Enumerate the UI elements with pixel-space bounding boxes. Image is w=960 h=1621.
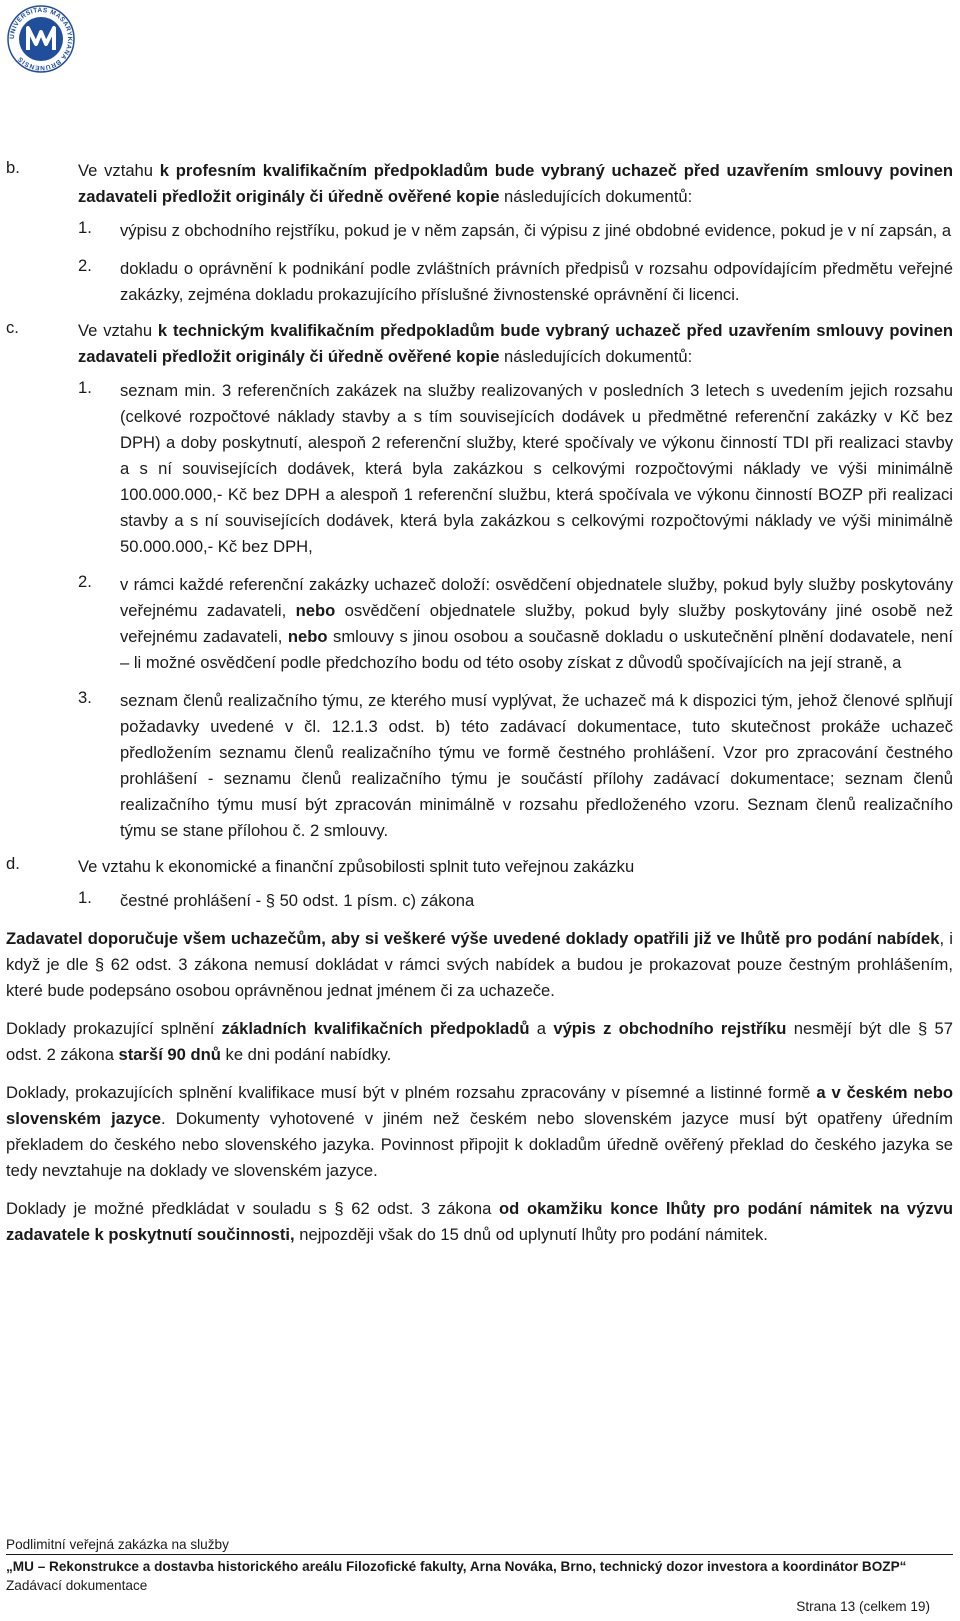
list-item [6,572,953,676]
text-run: ke dni podání nabídky. [220,1045,392,1064]
section-intro [78,854,953,880]
list-item-number: 1. [78,888,92,907]
footer-contract-type: Podlimitní veřejná zakázka na služby [6,1537,229,1552]
text-run: osvědčení objednatele služby, pokud byly služby poskytovány jiné osobě než veřejnému zadavateli, [120,601,953,646]
list-item-number: 2. [78,256,92,275]
list-item-text [120,378,953,560]
list-item-text [120,572,953,676]
section-intro [78,318,953,370]
section-intro [78,158,953,210]
list-item-text [120,256,953,308]
paragraph-text [6,1196,953,1248]
text-run: , i když je dle § 62 odst. 3 zákona nemusí dokládat v rámci svých nabídek a budou je prokazovat pouze čestným prohlášením, které bude podepsáno osobou oprávněnou jednat jménem či za uchazeče. [6,929,953,1000]
text-run: čestné prohlášení - § 50 odst. 1 písm. c) zákona [120,891,475,910]
document-body [6,158,953,1248]
text-run: nesmějí být dle § 57 odst. 2 zákona [6,1019,953,1064]
university-logo [6,4,76,74]
list-item-number: 3. [78,688,92,707]
list-item-text [120,688,953,844]
list-item [6,888,953,914]
paragraph-text [6,926,953,1004]
list-item-text [120,218,953,244]
logo-ring-text: UNIVERSITAS MASARYKIANA BRUNENSIS [8,6,74,72]
bold-text: od okamžiku konce lhůty pro podání námitek na výzvu zadavatele k poskytnutí součinnosti, [6,1199,953,1244]
text-run: Doklady je možné předkládat v souladu s § 62 odst. 3 zákona [6,1199,500,1218]
text-run: . Dokumenty vyhotovené v jiném než českém nebo slovenském jazyce musí být opatřeny úředním překladem do českého nebo slovenského jazyka. Povinnost připojit k dokladům úředně ověřený překlad do českého jazyka se tedy nevztahuje na doklady ve slovenském jazyce. [6,1109,953,1180]
text-run: Ve vztahu k ekonomické a finanční způsobilosti splnit tuto veřejnou zakázku [78,857,635,876]
text-run: Ve vztahu [78,161,160,180]
paragraph-text [6,1016,953,1068]
bold-text: a v českém nebo slovenském jazyce [6,1083,953,1128]
list-item [6,218,953,244]
text-run: nejpozději však do 15 dnů od uplynutí lhůty pro podání námitek. [294,1225,768,1244]
body-paragraph [6,926,953,1004]
text-run: následujících dokumentů: [499,187,693,206]
footer-document-type: Zadávací dokumentace [6,1578,148,1593]
text-run: seznam min. 3 referenčních zakázek na služby realizovaných v posledních 3 letech s uvedením jejich rozsahu (celkové rozpočtové náklady stavby a s tím souvisejících dodávek u předmětné referenční zakázky v Kč bez DPH) a doby poskytnutí, alespoň 2 referenční služby, které spočívaly ve výkonu činností TDI při realizaci stavby a s ní souvisejících dodávek, která byla zakázkou s celkovými rozpočtovými náklady ve výši minimálně 100.000.000,- Kč bez DPH a alespoň 1 referenční službu, která spočívala ve výkonu činností BOZP při realizaci stavby a s ní souvisejících dodávek, která byla zakázkou s celkovými rozpočtovými náklady ve výši minimálně 50.000.000,- Kč bez DPH, [120,381,953,556]
text-run: v rámci každé referenční zakázky uchazeč doloží: osvědčení objednatele služby, pokud byly služby poskytovány veřejnému zadavateli, [120,575,953,620]
footer-project-title: „MU – Rekonstrukce a dostavba historického areálu Filozofické fakulty, Arna Nováka, Brno, technický dozor investora a koordinátor BOZP“ [6,1559,907,1574]
section-label: c. [6,318,19,337]
page-number: Strana 13 (celkem 19) [796,1599,930,1614]
numbered-list [78,218,953,308]
section-label: b. [6,158,20,177]
text-run: a [529,1019,554,1038]
numbered-list [78,888,953,914]
footer-divider [6,1554,953,1555]
section-d [6,854,953,914]
bold-text: k profesním kvalifikačním předpokladům bude vybraný uchazeč před uzavřením smlouvy povinen zadavateli předložit originály či úředně ověřené kopie [78,161,953,206]
page-footer [6,1535,953,1595]
text-run: seznam členů realizačního týmu, ze kterého musí vyplývat, že uchazeč má k dispozici tým, jehož členové splňují požadavky uvedené v čl. 12.1.3 odst. b) této zadávací dokumentace, tuto skutečnost prokáže uchazeč předložením seznamu členů realizačního týmu ve formě čestného prohlášení. Vzor pro zpracování čestného prohlášení - seznamu členů realizačního týmu je součástí přílohy zadávací dokumentace; seznam členů realizačního týmu musí být zpracován minimálně v rozsahu předloženého vzoru. Seznam členů realizačního týmu se stane přílohou č. 2 smlouvy. [120,691,953,840]
body-paragraph [6,1016,953,1068]
list-item-number: 2. [78,572,92,591]
text-run: Ve vztahu [78,321,158,340]
section-c [6,318,953,844]
list-item-number: 1. [78,218,92,237]
text-run: Doklady prokazující splnění [6,1019,222,1038]
bold-text: nebo [287,627,328,646]
bold-text: Zadavatel doporučuje všem uchazečům, aby si veškeré výše uvedené doklady opatřili již ve lhůtě pro podání nabídek [6,929,940,948]
list-item-text [120,888,953,914]
body-paragraph [6,1196,953,1248]
numbered-list [78,378,953,844]
section-b [6,158,953,308]
section-label: d. [6,854,20,873]
text-run: následujících dokumentů: [499,347,693,366]
text-run: Doklady, prokazujících splnění kvalifikace musí být v plném rozsahu zpracovány v písemné a listinné formě [6,1083,817,1102]
body-paragraph [6,1080,953,1184]
bold-text: starší 90 dnů [118,1045,221,1064]
list-item [6,378,953,560]
bold-text: nebo [295,601,336,620]
list-item-number: 1. [78,378,92,397]
bold-text: základních kvalifikačních předpokladů [221,1019,530,1038]
text-run: dokladu o oprávnění k podnikání podle zvláštních právních předpisů v rozsahu odpovídajícím předmětu veřejné zakázky, zejména dokladu prokazujícího příslušné živnostenské oprávnění či licenci. [120,259,953,304]
bold-text: k technickým kvalifikačním předpokladům bude vybraný uchazeč před uzavřením smlouvy povinen zadavateli předložit originály či úředně ověřené kopie [78,321,953,366]
text-run: smlouvy s jinou osobou a současně dokladu o uskutečnění plnění dodavatele, není – li možné osvědčení podle předchozího bodu od této osoby získat z důvodů spočívajících na její straně, a [120,627,953,672]
paragraph-text [6,1080,953,1184]
list-item [6,688,953,844]
list-item [6,256,953,308]
bold-text: výpis z obchodního rejstříku [553,1019,787,1038]
text-run: výpisu z obchodního rejstříku, pokud je v něm zapsán, či výpisu z jiné obdobné evidence, pokud je v ní zapsán, a [120,221,952,240]
